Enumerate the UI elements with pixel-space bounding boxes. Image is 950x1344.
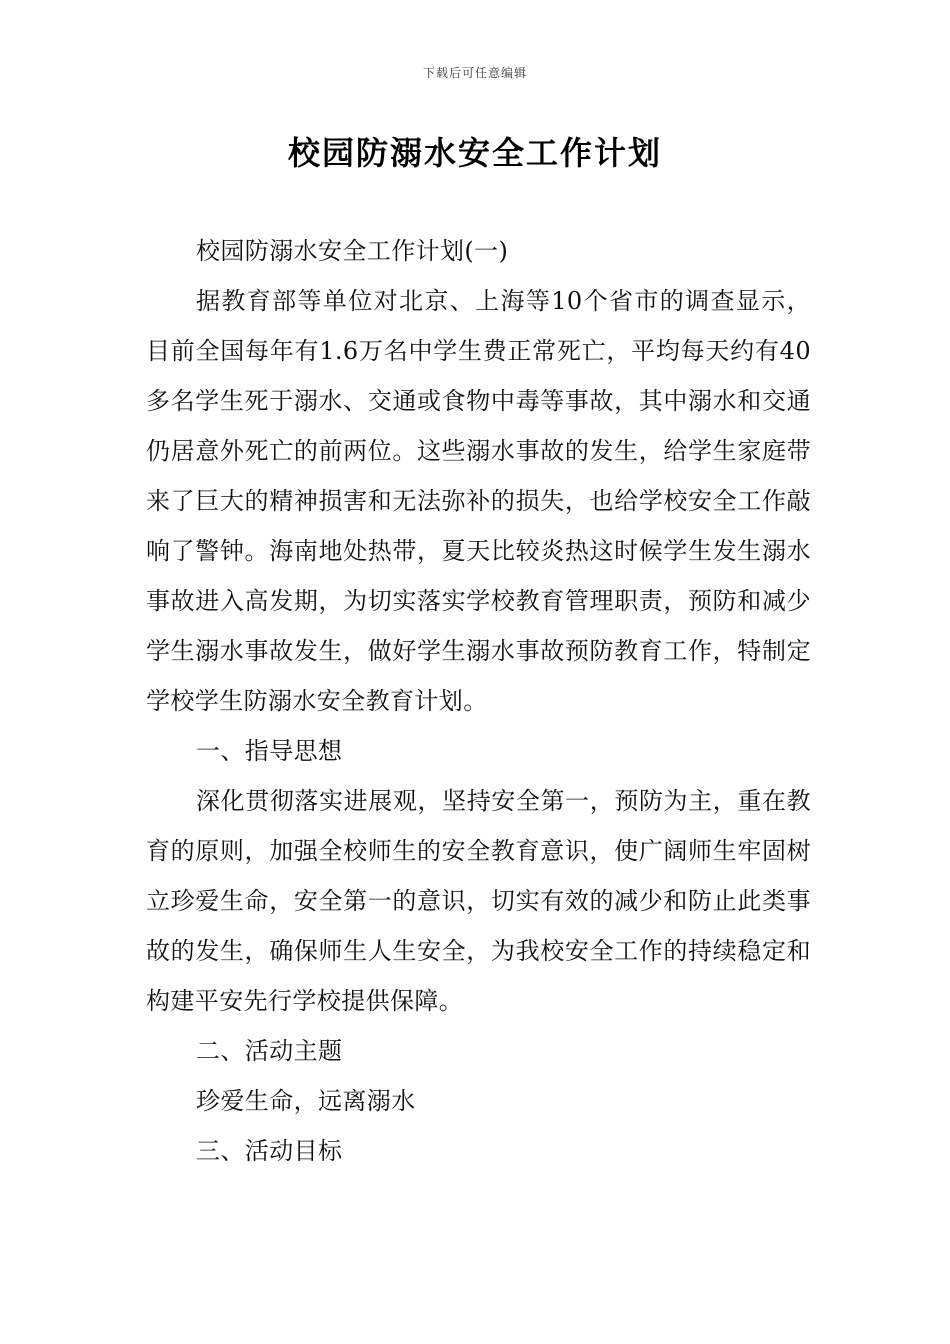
intro-paragraph: 据教育部等单位对北京、上海等10个省市的调查显示，目前全国每年有1.6万名中学生费正常死亡，平均每天约有40多名学生死于溺水、交通或食物中毒等事故，其中溺水和交通仍居意外死亡的前两位。这些溺水事故的发生，给学生家庭带来了巨大的精神损害和无法弥补的损失，也给学校安全工作敲响了警钟。海南地处热带，夏天比较炎热这时候学生发生溺水事故进入高发期，为切实落实学校教育管理职责，预防和减少学生溺水事故发生，做好学生溺水事故预防教育工作，特制定学校学生防溺水安全教育计划。 bbox=[146, 287, 811, 715]
document-title: 校园防溺水安全工作计划 bbox=[287, 134, 662, 172]
section-heading-activity-goals: 三、活动目标 bbox=[196, 1137, 343, 1165]
document-body bbox=[146, 226, 811, 1176]
guiding-thought-paragraph: 深化贯彻落实进展观，坚持安全第一，预防为主，重在教育的原则，加强全校师生的安全教育意识，使广阔师生牢固树立珍爱生命，安全第一的意识，切实有效的减少和防止此类事故的发生，确保师生人生安全，为我校安全工作的持续稳定和构建平安先行学校提供保障。 bbox=[146, 787, 811, 1015]
section-heading-activity-theme: 二、活动主题 bbox=[196, 1037, 343, 1065]
header-note: 下载后可任意编辑 bbox=[422, 66, 527, 80]
activity-theme-paragraph: 珍爱生命，远离溺水 bbox=[196, 1087, 416, 1115]
subtitle-paragraph: 校园防溺水安全工作计划(一) bbox=[196, 237, 509, 265]
section-heading-guiding-thought: 一、指导思想 bbox=[196, 737, 343, 765]
